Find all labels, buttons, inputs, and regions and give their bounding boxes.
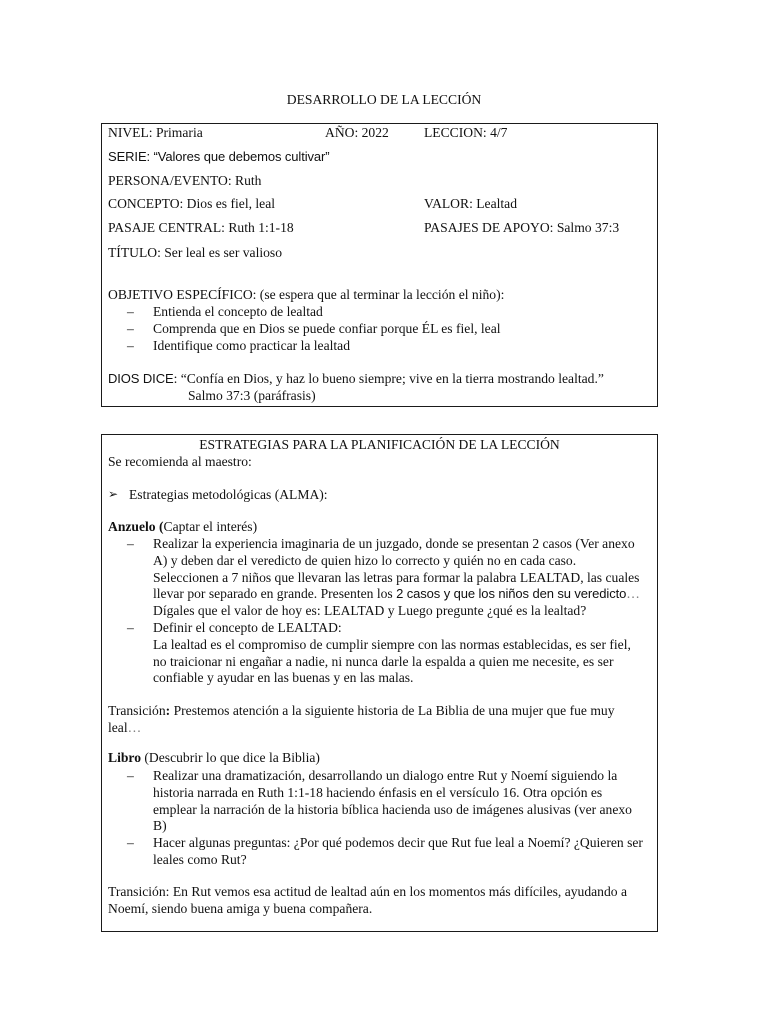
dash-icon: – [127,835,134,850]
anzuelo-item-line: Definir el concepto de LEALTAD: [153,620,342,635]
dash-icon: – [127,338,134,353]
anzuelo-heading: Anzuelo (Captar el interés) [108,519,258,534]
serie-label: SERIE [108,149,147,164]
serie [108,148,330,165]
pasajes-apoyo: PASAJES DE APOYO: Salmo 37:3 [424,220,620,235]
dios-dice-ref: Salmo 37:3 (paráfrasis) [188,388,316,403]
page-title: DESARROLLO DE LA LECCIÓN [286,92,482,107]
anzuelo-item-line: Dígales que el valor de hoy es: LEALTAD y Luego pregunte ¿qué es la lealtad? [153,603,587,618]
dios-dice-label: DIOS DICE [108,371,174,386]
dios-dice [108,370,604,387]
dash-icon: – [127,321,134,336]
transicion-2: Transición: En Rut vemos esa actitud de lealtad aún en los momentos más difíciles, ayudando a [108,884,627,899]
dios-dice-quote: : “Confía en Dios, y haz lo bueno siempre; vive en la tierra mostrando lealtad.” [173,371,604,386]
dash-icon: – [127,304,134,319]
libro-item-line: leales como Rut? [153,852,247,867]
persona-evento: PERSONA/EVENTO: Ruth [108,173,262,188]
anzuelo-item-line: A) y deben dar el veredicto de quien hizo lo correcto y quién no en cada caso. [153,553,577,568]
objetivo-heading: OBJETIVO ESPECÍFICO: (se espera que al terminar la lección el niño): [108,287,505,302]
dash-icon: – [127,620,134,635]
transicion-2: Noemí, siendo buena amiga y buena compañera. [108,901,373,916]
serie-value: : “Valores que debemos cultivar” [146,149,330,164]
dash-icon: – [127,536,134,551]
valor: VALOR: Lealtad [424,196,517,211]
lesson-info-box: NIVEL: Primaria AÑO: 2022 LECCION: 4/7 SERIE: “Valores que debemos cultivar” PERSONA/EVENTO: Ruth CONCEPTO: Dios es fiel, leal VALOR: Lealtad PASAJE CENTRAL: Ruth 1:1-18 PASAJES DE APOYO: Salmo 37:3 TÍTULO: Ser leal es ser valioso OBJETIVO ESPECÍFICO: (se espera que al terminar la lección el niño): – Entienda el concepto de lealtad – Comprenda que en Dios se puede confiar porque ÉL es fiel, leal – Identifique como practicar la lealtad DIOS DICE: “Confía en Dios, y haz lo bueno siempre; vive en la tierra mostrando lealtad.” Salmo 37:3 (paráfrasis) [101,123,658,407]
libro-item-line: historia narrada en Ruth 1:1-18 haciendo énfasis en el versículo 16. Otra opción es [153,785,603,800]
anzuelo-item-line: confiable y ayudar en las buenas y en las malas. [153,670,414,685]
transicion-1: Transición: Prestemos atención a la siguiente historia de La Biblia de una mujer que fue muy [108,703,615,718]
libro-item-line: Hacer algunas preguntas: ¿Por qué podemos decir que Rut fue leal a Noemí? ¿Quieren ser [153,835,643,850]
strategies-intro: Se recomienda al maestro: [108,454,252,469]
transicion-1-cont: leal… [108,720,142,735]
arrow-bullet-icon: ➢ [108,487,119,501]
leccion: LECCION: 4/7 [424,125,508,140]
anzuelo-item-line: Realizar la experiencia imaginaria de un juzgado, donde se presentan 2 casos (Ver anexo [153,536,635,551]
pasaje-central: PASAJE CENTRAL: Ruth 1:1-18 [108,220,294,235]
strategies-heading: ESTRATEGIAS PARA LA PLANIFICACIÓN DE LA LECCIÓN [199,437,560,452]
anzuelo-item-line: Seleccionen a 7 niños que llevaran las letras para formar la palabra LEALTAD, las cuales [153,570,640,585]
libro-item-line: B) [153,818,167,833]
libro-item-line: Realizar una dramatización, desarrollando un dialogo entre Rut y Noemí siguiendo la [153,768,618,783]
anzuelo-item-line: La lealtad es el compromiso de cumplir siempre con las normas establecidas, es ser fiel, [153,637,631,652]
libro-item-line: emplear la narración de la historia bíblica hacienda uso de imágenes alusivas (ver anexo [153,802,632,817]
strategies-box: ESTRATEGIAS PARA LA PLANIFICACIÓN DE LA LECCIÓN Se recomienda al maestro: ➢ Estrategias metodológicas (ALMA): Anzuelo (Captar el interés) – Realizar la experiencia imaginaria de un juzgado, donde se presentan 2 casos (Ver anexo A) y deben dar el veredicto de quien hizo lo correcto y quién no en cada caso. Seleccionen a 7 niños que llevaran las letras para formar la palabra LEALTAD, las cuales llevar por separado en grande. Presenten los 2 casos y que los niños den su veredicto… Dígales que el valor de hoy es: LEALTAD y Luego pregunte ¿qué es la lealtad? – Definir el concepto de LEALTAD: La lealtad es el compromiso de cumplir siempre con las normas establecidas, es ser fiel, no traicionar ni engañar a nadie, ni nunca darle la espalda a quien me necesite, es ser confiable y ayudar en las buenas y en las malas. Transición: Prestemos atención a la siguiente historia de La Biblia de una mujer que fue muy leal… Libro (Descubrir lo que dice la Biblia) – Realizar una dramatización, desarrollando un dialogo entre Rut y Noemí siguiendo la historia narrada en Ruth 1:1-18 haciendo énfasis en el versículo 16. Otra opción es emplear la narración de la historia bíblica hacienda uso de imágenes alusivas (ver anexo B) – Hacer algunas preguntas: ¿Por qué podemos decir que Rut fue leal a Noemí? ¿Quieren ser leales como Rut? Transición: En Rut vemos esa actitud de lealtad aún en los momentos más difíciles, ayudando a Noemí, siendo buena amiga y buena compañera. [101,434,658,932]
titulo: TÍTULO: Ser leal es ser valioso [108,245,283,260]
ano: AÑO: 2022 [325,125,389,140]
concepto: CONCEPTO: Dios es fiel, leal [108,196,276,211]
nivel: NIVEL: Primaria [108,125,203,140]
dash-icon: – [127,768,134,783]
anzuelo-item-line: llevar por separado en grande. Presenten los 2 casos y que los niños den su veredicto… [153,586,640,601]
libro-heading: Libro (Descubrir lo que dice la Biblia) [108,750,320,765]
anzuelo-item-line: no traicionar ni engañar a nadie, ni nunca darle la espalda a quien me necesite, es ser [153,654,614,669]
